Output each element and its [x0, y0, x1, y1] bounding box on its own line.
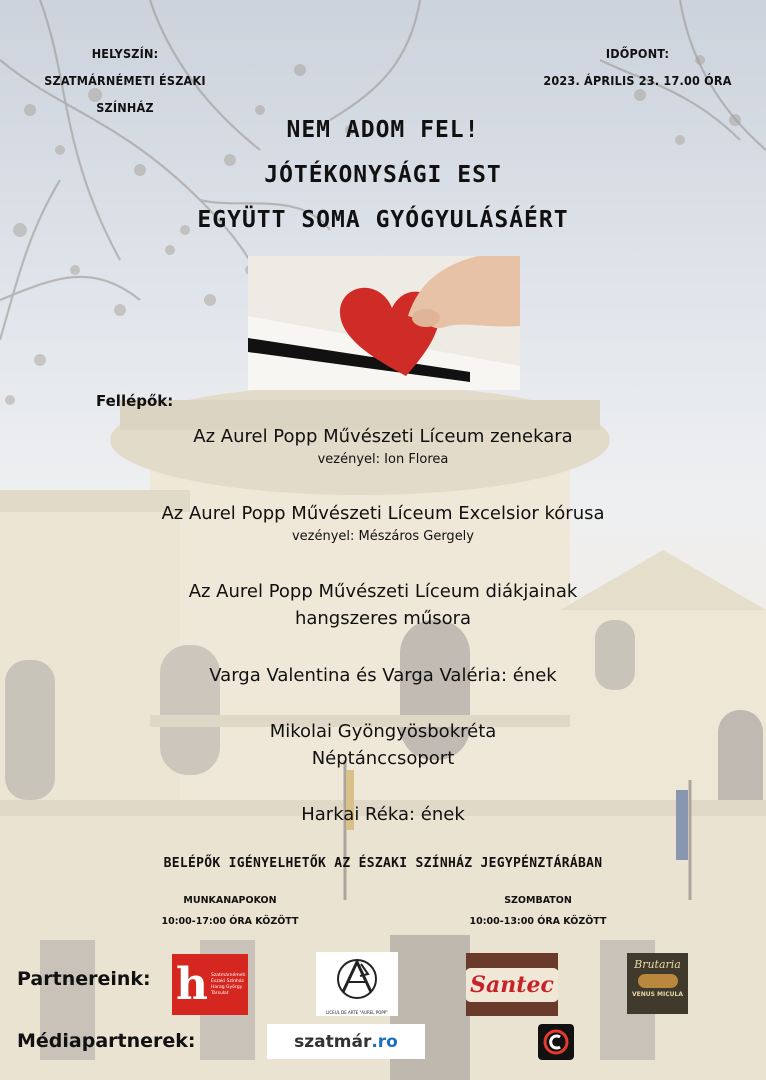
- time-label: IDŐPONT:: [605, 46, 670, 61]
- performer-6: [0, 801, 766, 828]
- performer-5: [0, 718, 766, 772]
- venue-label: HELYSZÍN:: [91, 46, 159, 61]
- brutaria-logo: [627, 953, 688, 1014]
- performers-heading: Fellépők:: [96, 392, 174, 410]
- partners-label: Partnereink:: [17, 968, 151, 990]
- title-line-1: NEM ADOM FEL!: [286, 117, 480, 143]
- weekday-hours: 10:00-17:00 ÓRA KÖZÖTT: [161, 916, 299, 927]
- aurel-popp-caption: LICEUL DE ARTE "AUREL POPP": [325, 1010, 389, 1015]
- performer-3: [0, 578, 766, 632]
- santec-logo: [466, 953, 558, 1016]
- performer-name: Varga Valentina és Varga Valéria: ének: [209, 665, 557, 686]
- harag-logo-text: Szatmárnémeti Északi Színház Harag György Társulat: [211, 972, 246, 996]
- szatmar-logo-text: szatmár: [294, 1031, 372, 1052]
- title-line-2: JÓTÉKONYSÁGI EST: [264, 162, 502, 188]
- media-c-logo: [538, 1024, 574, 1060]
- saturday-hours-block: [438, 890, 638, 932]
- aurel-popp-emblem: [316, 952, 398, 1006]
- bread-icon: [638, 974, 678, 988]
- brutaria-logo-top: Brutaria: [634, 958, 681, 971]
- performer-name: Az Aurel Popp Művészeti Líceum Excelsior kórusa: [161, 503, 605, 524]
- saturday-label: SZOMBATON: [504, 895, 572, 906]
- performer-name: Harkai Réka: ének: [301, 804, 465, 825]
- harag-logo-letter: h: [176, 958, 208, 1010]
- performer-name: Mikolai Gyöngyösbokréta: [269, 721, 497, 742]
- saturday-hours: 10:00-13:00 ÓRA KÖZÖTT: [469, 916, 607, 927]
- performer-conductor: vezényel: Ion Florea: [317, 452, 449, 467]
- performer-name-line-2: hangszeres műsora: [294, 608, 472, 629]
- venue-value: SZATMÁRNÉMETI ÉSZAKI SZÍNHÁZ: [44, 73, 206, 115]
- tickets-heading: BELÉPŐK IGÉNYELHETŐK AZ ÉSZAKI SZÍNHÁZ JEGYPÉNZTÁRÁBAN: [163, 856, 603, 871]
- c-icon: [542, 1028, 570, 1056]
- szatmar-ro-logo: [267, 1024, 425, 1059]
- szatmar-logo-domain: .ro: [371, 1031, 398, 1052]
- performer-name-line-2: Néptánccsoport: [311, 748, 455, 769]
- performer-conductor: vezényel: Mészáros Gergely: [291, 529, 474, 544]
- performer-4: [0, 662, 766, 689]
- harag-gyorgy-logo: [172, 954, 248, 1015]
- brutaria-logo-bottom: VENUS MICULA: [632, 991, 683, 998]
- heart-ballot-image: [248, 256, 520, 390]
- weekday-label: MUNKANAPOKON: [183, 895, 277, 906]
- aurel-popp-logo: [316, 952, 398, 1016]
- performer-name: Az Aurel Popp Művészeti Líceum diákjainak: [188, 581, 578, 602]
- performer-name: Az Aurel Popp Művészeti Líceum zenekara: [193, 426, 573, 447]
- time-value: 2023. ÁPRILIS 23. 17.00 ÓRA: [543, 73, 732, 88]
- performer-1: [0, 423, 766, 470]
- media-partners-label: Médiapartnerek:: [17, 1030, 196, 1052]
- event-title: [0, 108, 766, 243]
- weekday-hours-block: [130, 890, 330, 932]
- title-line-3: EGYÜTT SOMA GYÓGYULÁSÁÉRT: [197, 207, 569, 233]
- time-block: [530, 40, 745, 94]
- santec-logo-text: Santec: [470, 971, 554, 998]
- performer-2: [0, 500, 766, 547]
